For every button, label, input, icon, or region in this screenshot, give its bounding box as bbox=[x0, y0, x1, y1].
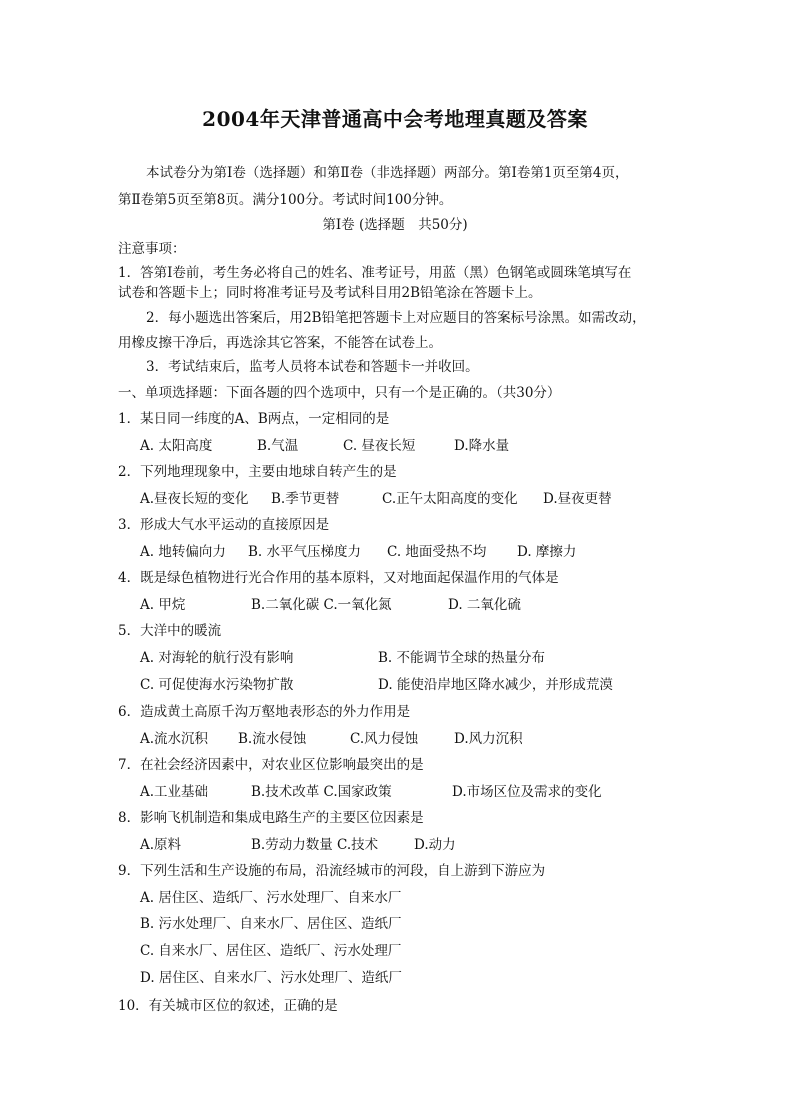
option-c: C. 地面受热不均 bbox=[387, 544, 487, 560]
question-stem: 9．下列生活和生产设施的布局，沿流经城市的河段，自上游到下游应为 bbox=[118, 863, 546, 879]
option-a: A.原料 bbox=[140, 837, 182, 853]
option-b: B.气温 bbox=[257, 438, 299, 454]
section-title: 第Ⅰ卷 (选择题 共50分) bbox=[322, 217, 468, 233]
note-line: 2．每小题选出答案后，用2B铅笔把答题卡上对应题目的答案标号涂黑。如需改动， bbox=[146, 310, 646, 326]
option-a: A.工业基础 bbox=[140, 784, 209, 800]
question-stem: 2．下列地理现象中，主要由地球自转产生的是 bbox=[118, 464, 397, 480]
option-a: A.昼夜长短的变化 bbox=[140, 491, 249, 507]
question-stem: 4．既是绿色植物进行光合作用的基本原料，又对地面起保温作用的气体是 bbox=[118, 570, 559, 586]
option-c: C.风力侵蚀 bbox=[350, 731, 419, 747]
note-line: 试卷和答题卡上；同时将准考证号及考试科目用2B铅笔涂在答题卡上。 bbox=[118, 285, 542, 301]
document-title: 2004年天津普通高中会考地理真题及答案 bbox=[202, 107, 588, 131]
option-a: A. 对海轮的航行没有影响 bbox=[140, 650, 294, 666]
question-stem: 7．在社会经济因素中，对农业区位影响最突出的是 bbox=[118, 757, 424, 773]
option-c-text: C. 自来水厂、居住区、造纸厂、污水处理厂 bbox=[140, 943, 402, 959]
option-d: D.市场区位及需求的变化 bbox=[452, 784, 602, 800]
option-b-c: B.二氧化碳 C.一氧化氮 bbox=[251, 597, 392, 613]
intro-line: 本试卷分为第Ⅰ卷（选择题）和第Ⅱ卷（非选择题）两部分。第Ⅰ卷第1页至第4页， bbox=[146, 165, 629, 181]
option-b-c: B.技术改革 C.国家政策 bbox=[251, 784, 392, 800]
option-d: D.昼夜更替 bbox=[543, 491, 612, 507]
note-line: 用橡皮擦干净后，再选涂其它答案，不能答在试卷上。 bbox=[118, 335, 442, 351]
option-b: B. 水平气压梯度力 bbox=[248, 544, 362, 560]
question-stem: 8．影响飞机制造和集成电路生产的主要区位因素是 bbox=[118, 810, 424, 826]
intro-line: 第Ⅱ卷第5页至第8页。满分100分。考试时间100分钟。 bbox=[118, 192, 453, 208]
option-d: D. 摩擦力 bbox=[517, 544, 577, 560]
option-a: A. 地转偏向力 bbox=[140, 544, 226, 560]
part-header: 一、单项选择题：下面各题的四个选项中，只有一个是正确的。（共30分） bbox=[118, 385, 561, 401]
question-stem: 5．大洋中的暖流 bbox=[118, 623, 222, 639]
option-a: A. 甲烷 bbox=[140, 597, 186, 613]
question-stem: 10．有关城市区位的叙述，正确的是 bbox=[118, 998, 338, 1014]
option-b: B. 不能调节全球的热量分布 bbox=[378, 650, 546, 666]
option-d-text: D. 居住区、自来水厂、污水处理厂、造纸厂 bbox=[140, 970, 402, 986]
option-c: C. 昼夜长短 bbox=[343, 438, 416, 454]
option-b: B.季节更替 bbox=[271, 491, 340, 507]
option-b-text: B. 污水处理厂、自来水厂、居住区、造纸厂 bbox=[140, 916, 402, 932]
note-line: 1．答第Ⅰ卷前，考生务必将自己的姓名、准考证号，用蓝（黑）色钢笔或圆珠笔填写在 bbox=[118, 265, 632, 281]
option-b: B.流水侵蚀 bbox=[238, 731, 307, 747]
option-d: D.动力 bbox=[414, 837, 456, 853]
question-stem: 3．形成大气水平运动的直接原因是 bbox=[118, 517, 330, 533]
option-d: D.降水量 bbox=[454, 438, 510, 454]
option-c: C.正午太阳高度的变化 bbox=[382, 491, 518, 507]
note-line: 3．考试结束后，监考人员将本试卷和答题卡一并收回。 bbox=[146, 359, 479, 375]
question-stem: 6．造成黄土高原千沟万壑地表形态的外力作用是 bbox=[118, 704, 411, 720]
option-d: D. 能使沿岸地区降水减少，并形成荒漠 bbox=[378, 677, 613, 693]
notes-title: 注意事项： bbox=[118, 241, 186, 257]
option-a: A.流水沉积 bbox=[140, 731, 209, 747]
option-d: D.风力沉积 bbox=[454, 731, 523, 747]
option-d: D. 二氧化硫 bbox=[448, 597, 521, 613]
option-a-text: A. 居住区、造纸厂、污水处理厂、自来水厂 bbox=[140, 890, 402, 906]
option-a: A. 太阳高度 bbox=[140, 438, 213, 454]
option-b-c: B.劳动力数量 C.技术 bbox=[251, 837, 379, 853]
question-stem: 1．某日同一纬度的A、B两点，一定相同的是 bbox=[118, 411, 390, 427]
option-c: C. 可促使海水污染物扩散 bbox=[140, 677, 294, 693]
